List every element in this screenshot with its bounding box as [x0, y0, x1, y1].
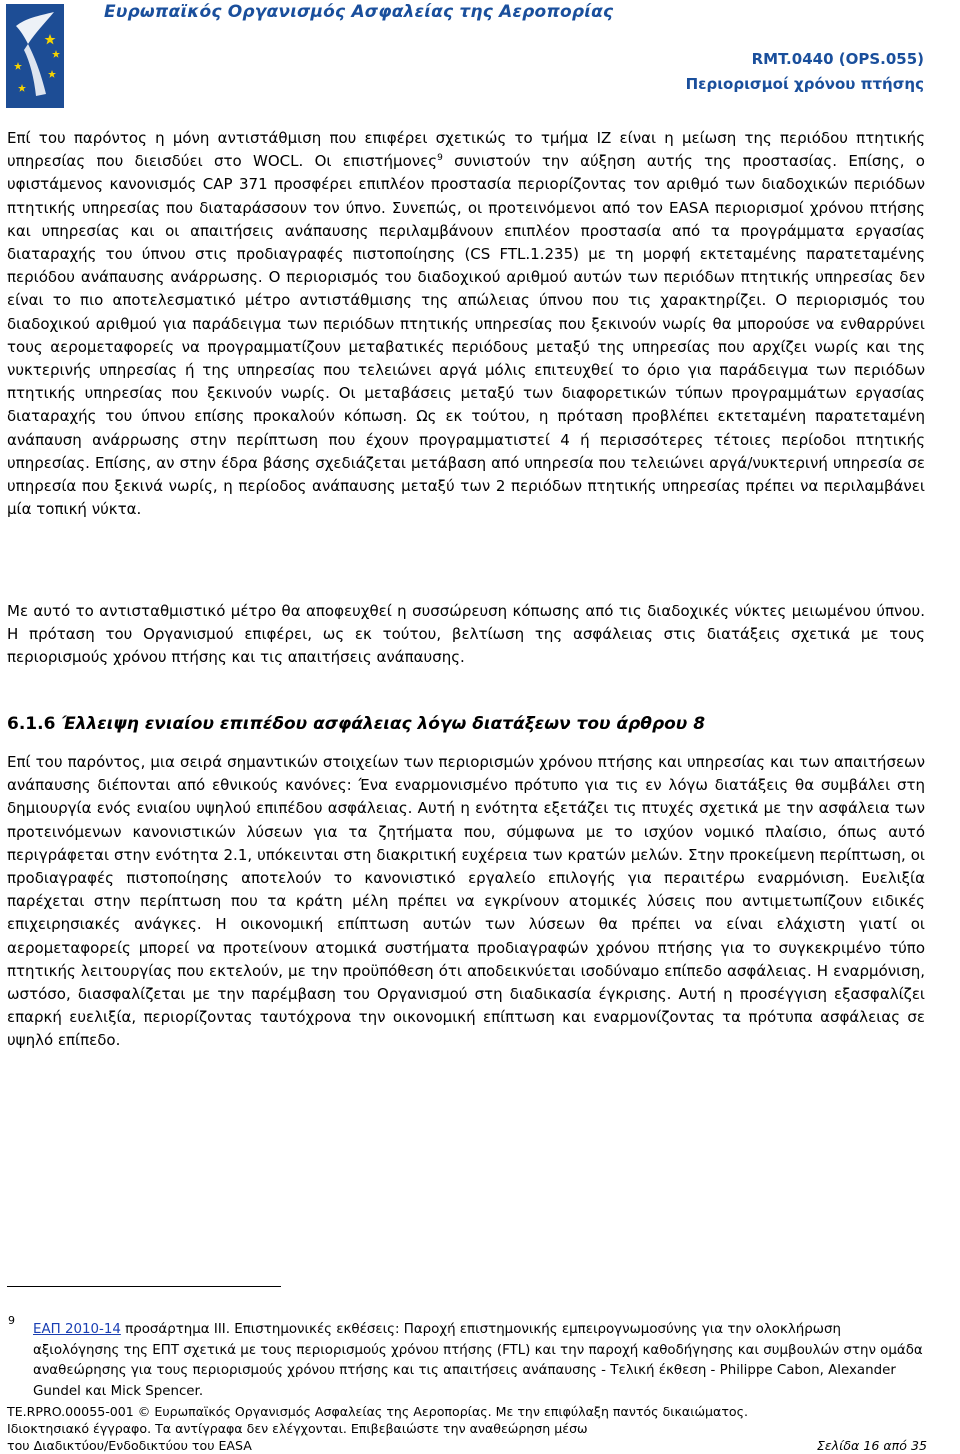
footnote-body: προσάρτημα ΙΙΙ. Επιστημονικές εκθέσεις: Παροχή επιστημονικής εμπειρογνωμοσύνης για την ολοκλήρωση αξιολόγησης της ΕΠΤ σχετικά με τους περιορισμούς χρόνου πτήσης (FTL) και την παροχή καθοδήγησης και συμβουλών στην ομάδα αναθεώρησης για τους περιορισμούς χρόνου πτήσης και τις απαιτήσεις ανάπαυσης - Τελική έκθεση - Philippe Cabon, Alexander Gundel και Mick Spencer. — [33, 1322, 923, 1399]
easa-logo — [6, 4, 64, 108]
page-number: Σελίδα 16 από 35 — [816, 1438, 927, 1453]
footnote-number: 9 — [8, 1314, 15, 1327]
section-title: Έλλειψη ενιαίου επιπέδου ασφάλειας λόγω διατάξεων του άρθρου 8 — [61, 714, 706, 734]
document-code: RMT.0440 (OPS.055) — [751, 50, 924, 68]
paragraph-3: Επί του παρόντος, μια σειρά σημαντικών στοιχείων των περιορισμών χρόνου πτήσης και υπηρεσίας και των απαιτήσεων ανάπαυσης διέπονται από εθνικούς κανόνες: Ένα εναρμονισμένο πρότυπο για τις εν λόγω διατάξεις θα συμβάλει στη δημιουργία ενός ενιαίου υψηλού επιπέδου ασφάλειας. Αυτή η ενότητα εξετάζει τις πτυχές σχετικά με την ασφάλεια των προτεινόμενων κανονιστικών λύσεων για τα ζητήματα που, σύμφωνα με το ισχύον νομικό πλαίσιο, όπως αυτό περιγράφεται στην ενότητα 2.1, υπόκεινται στη διακριτική ευχέρεια των κρατών μελών. Στην προκείμενη περίπτωση, οι προδιαγραφές πιστοποίησης αποτελούν το κανονιστικό εργαλείο επιλογής για περαιτέρω εναρμόνιση. Ευελιξία παρέχεται στην περίπτωση που τα κράτη μέλη πρέπει να εγκρίνουν ατομικές λύσεις που αντιμετωπίζουν ειδικές επιχειρησιακές ανάγκες. Η οικονομική επίπτωση αυτών των λύσεων θα πρέπει να είναι ελάχιστη γιατί οι αερομεταφορείς μπορεί να προτείνουν ατομικά συστήματα προδιαγραφών χρόνου πτήσης για το συγκεκριμένο τύπο πτητικής λειτουργίας που εκτελούν, με την προϋπόθεση ότι αποδεικνύεται ισοδύναμο επίπεδο ασφάλειας. Η εναρμόνιση, ωστόσο, διασφαλίζεται με την παρέμβαση του Οργανισμού στη διαδικασία έγκρισης. Αυτή η προσέγγιση εξασφαλίζει επαρκή ευελιξία, περιορίζοντας ταυτόχρονα την οικονομική επίπτωση και εναρμονίζοντας τα πρότυπα ασφάλειας σε υψηλό επίπεδο. — [7, 753, 925, 1050]
footer-copyright: TE.RPRO.00055-001 © Ευρωπαϊκός Οργανισμός Ασφαλείας της Αεροπορίας. Με την επιφύλαξη παντός δικαιώματος. — [7, 1404, 749, 1419]
footnote-reference[interactable]: 9 — [437, 153, 443, 164]
footer-disclaimer: Ιδιοκτησιακό έγγραφο. Τα αντίγραφα δεν ελέγχονται. Επιβεβαιώστε την αναθεώρηση μέσω — [7, 1421, 588, 1436]
paragraph-1-part-b: συνιστούν την αύξηση αυτής της προστασίας. Επίσης, ο υφιστάμενος κανονισμός CAP 371 προσφέρει επιπλέον προστασία περιορίζοντας τον αριθμό των διαδοχικών περιόδων πτητικής υπηρεσίας που διαταράσσουν τον ύπνο. Συνεπώς, οι προτεινόμενοι από τον EASA περιορισμοί χρόνου πτήσης και υπηρεσίας και οι απαιτήσεις ανάπαυσης περιλαμβάνουν επιπλέον προστασία από τα προγράμματα εργασίας διαταραχής του ύπνου στις προδιαγραφές πιστοποίησης (CS FTL.1.235) με τη μορφή εκτεταμένης παρατεταμένης περιόδου ανάπαυσης ανάρρωσης. Ο περιορισμός του διαδοχικού αριθμού αυτών των περιόδων πτητικής υπηρεσίας δεν είναι το πιο αποτελεσματικό μέτρο αντιστάθμισης της απώλειας ύπνου που τις χαρακτηρίζει. Ο περιορισμός του διαδοχικού αριθμού για παράδειγμα των περιόδων πτητικής υπηρεσίας που ξεκινούν νωρίς θα μπορούσε να ενθαρρύνει τους αερομεταφορείς να προγραμματίζουν μεταβατικές περιόδους μεταξύ της υπηρεσίας που αρχίζει νωρίς και της νυκτερινής υπηρεσίας ή της υπηρεσίας που τελειώνει αργά μόλις επιτευχθεί το όριο για παράδειγμα των περιόδων πτητικής υπηρεσίας που ξεκινούν νωρίς. Οι μεταβάσεις μεταξύ των διαφορετικών τύπων προγραμμάτων εργασίας διαταραχής του ύπνου επίσης προκαλούν κόπωση. Ως εκ τούτου, η πρόταση προβλέπει εκτεταμένη παρατεταμένη ανάπαυση ανάρρωσης στην περίπτωση που έχουν προγραμματιστεί 4 ή περισσότερες τέτοιες περίοδοι πτητικής υπηρεσίας. Επίσης, αν στην έδρα βάσης σχεδιάζεται μετάβαση από υπηρεσία που τελειώνει αργά/νυκτερινή υπηρεσία σε υπηρεσία που ξεκινά νωρίς, η περίοδος ανάπαυσης μεταξύ των 2 περιόδων πτητικής υπηρεσίας πρέπει να περιλαμβάνει μία τοπική νύκτα. — [7, 152, 925, 519]
document-reference — [686, 47, 924, 97]
header-organization: Ευρωπαϊκός Οργανισμός Ασφαλείας της Αεροπορίας — [104, 2, 614, 22]
document-title: Περιορισμοί χρόνου πτήσης — [685, 75, 924, 93]
paragraph-1 — [7, 127, 925, 521]
paragraph-2: Με αυτό το αντισταθμιστικό μέτρο θα αποφευχθεί η συσσώρευση κόπωσης από τις διαδοχικές νύκτες μειωμένου ύπνου. Η πρόταση του Οργανισμού επιφέρει, ως εκ τούτου, βελτίωση της ασφάλειας στις διατάξεις σχετικά με τους περιορισμούς χρόνου πτήσης και τις απαιτήσεις ανάπαυσης. — [7, 602, 925, 667]
footnote-link[interactable]: ΕΑΠ 2010-14 — [33, 1322, 121, 1337]
section-heading — [7, 714, 705, 734]
section-number: 6.1.6 — [7, 714, 56, 734]
footnote-divider — [7, 1286, 281, 1287]
page-footer — [7, 1403, 927, 1454]
footer-source: του Διαδικτύου/Ενδοδικτύου του EASA — [7, 1438, 252, 1453]
paragraph-1-part-a: Επί του παρόντος η μόνη αντιστάθμιση που επιφέρει σχετικώς το τμήμα ΙΖ είναι η μείωση της περιόδου πτητικής υπηρεσίας που διεισδύει στο WOCL. Οι επιστήμονες — [7, 129, 925, 171]
footnote-text — [33, 1320, 923, 1402]
